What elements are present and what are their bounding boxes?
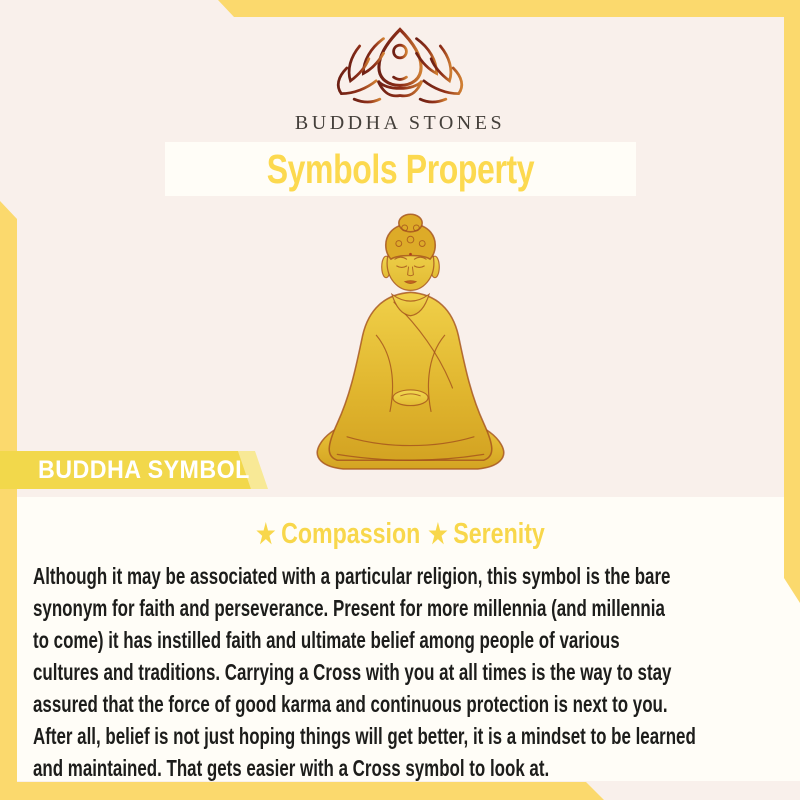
trait-compassion [256,518,420,551]
description-line: and maintained. That gets easier with a Cross symbol to look at. [33,755,550,781]
trait-label: Serenity [452,518,545,550]
description-line: to come) it has instilled faith and ultimate belief among people of various [33,627,620,653]
star-icon: ★ [255,519,275,549]
traits-row [0,518,800,551]
page-title: Symbols Property [266,145,535,192]
description-line: cultures and traditions. Carrying a Cross with you at all times is the way to stay [33,659,672,685]
section-label-band [0,451,270,489]
description-line: synonym for faith and perseverance. Present for more millennia (and millennia [33,595,665,621]
title-banner [165,142,636,196]
description-line: After all, belief is not just hoping things will get better, it is a mindset to be learned [33,723,696,749]
trait-serenity [428,518,545,551]
description-paragraph [33,560,767,784]
lotus-meditation-icon [318,24,482,112]
description-line: assured that the force of good karma and continuous protection is next to you. [33,691,668,717]
golden-buddha-statue-image [308,208,513,486]
star-icon: ★ [427,519,448,549]
brand-name: BUDDHA STONES [294,112,506,134]
trait-label: Compassion [280,518,420,550]
section-label-text: BUDDHA SYMBOL [38,455,250,484]
description-line: Although it may be associated with a particular religion, this symbol is the bare [33,563,671,589]
